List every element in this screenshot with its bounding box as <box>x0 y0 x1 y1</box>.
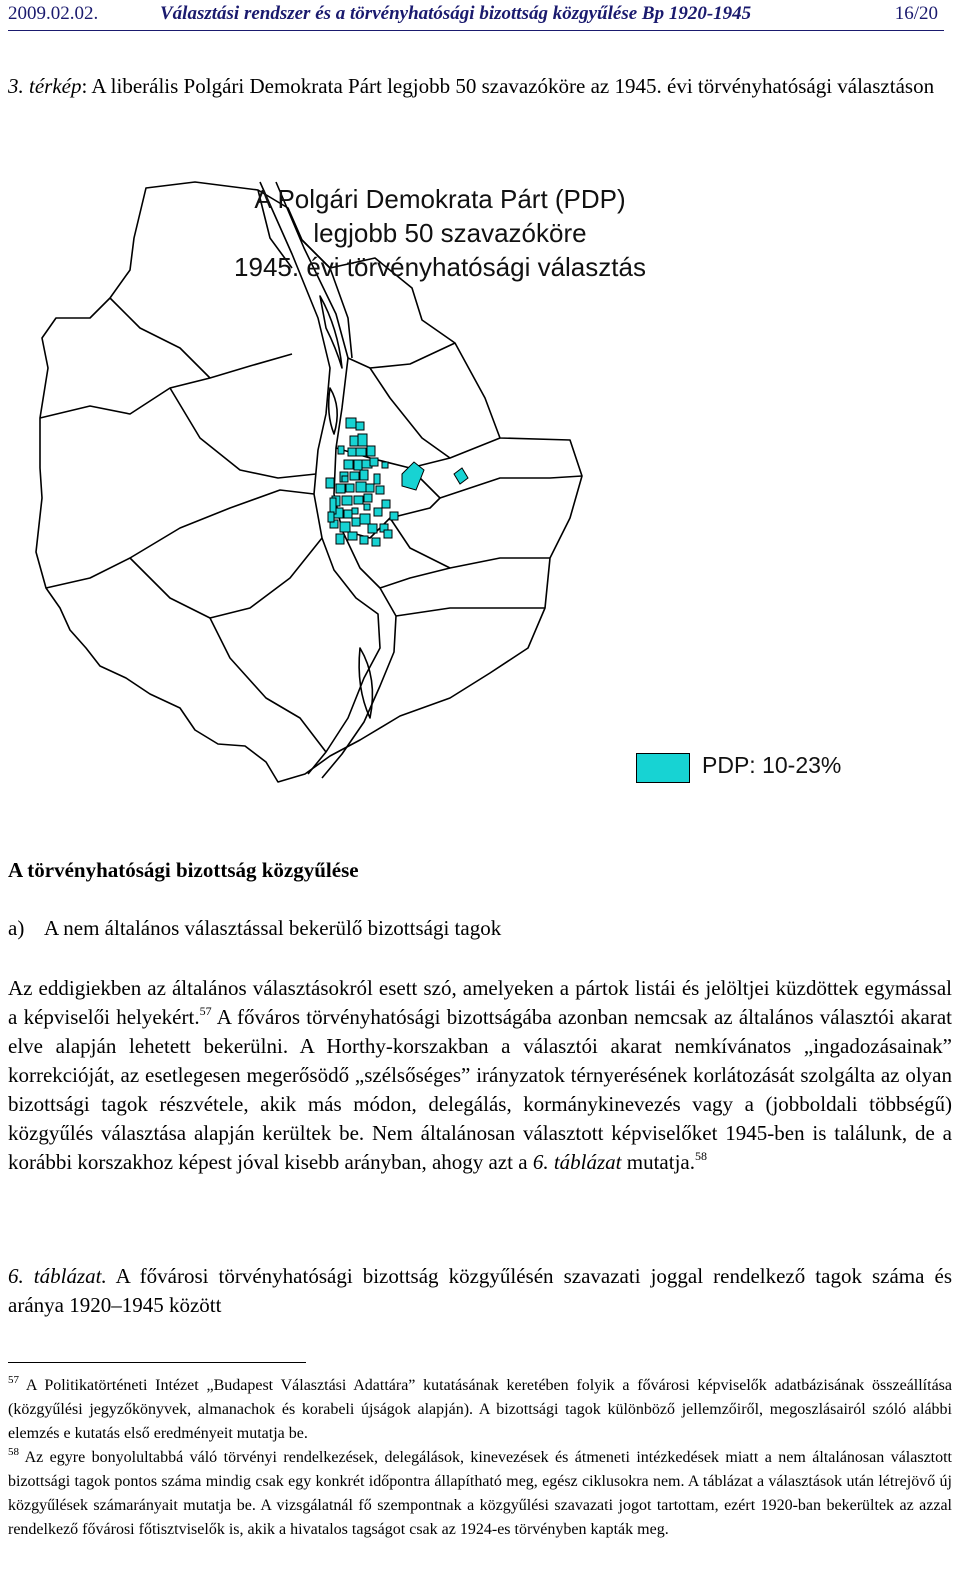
pdp-precinct-group <box>326 418 468 546</box>
footnote-rule <box>8 1362 306 1363</box>
footnote-text-58: Az egyre bonyolultabbá váló törvényi rendelkezések, delegálások, kinevezések és átmeneti intézkedések miatt a nem általánosan választott bizottsági tagok pontos száma mindig csak egy konkrét időpontra állapítható meg, egész ciklusokra nem. A táblázat a választások után létrejövő új közgyűlések számarányait mutatja be. A vizsgálatnál fő szempontnak a közgyűlési szavazati jogot tartottam, ezért 1920-ban bekerültek az azzal rendelkező fővárosi főtisztviselők is, akik a hivatalos tagságot csak az 1924-es törvényben kapták meg. <box>8 1449 952 1538</box>
table-reference: 6. táblázat <box>532 1150 622 1174</box>
subsection-text: A nem általános választással bekerülő bizottsági tagok <box>44 916 502 940</box>
pdp-precinct <box>374 474 380 484</box>
pdp-precinct <box>328 512 334 522</box>
map-title-line-1: A Polgári Demokrata Párt (PDP) <box>254 184 626 214</box>
pdp-precinct <box>344 460 353 469</box>
pdp-precinct <box>346 418 356 428</box>
district-line <box>170 388 316 478</box>
pdp-precinct <box>390 512 398 520</box>
subsection-heading <box>8 916 501 941</box>
pdp-precinct <box>348 448 356 456</box>
header-title: Választási rendszer és a törvényhatósági bizottság közgyűlése Bp 1920-1945 <box>160 3 752 24</box>
pdp-precinct <box>364 494 372 502</box>
pdp-precinct <box>348 532 357 540</box>
map-caption-label: 3. térkép <box>8 74 82 98</box>
map-title-line-2: legjobb 50 szavazóköre <box>313 218 587 248</box>
map-title-line-3: 1945. évi törvényhatósági választás <box>234 252 646 282</box>
footnote-ref-58[interactable]: 58 <box>695 1149 707 1163</box>
pdp-precinct <box>374 508 382 516</box>
pdp-precinct <box>354 496 363 504</box>
district-line <box>210 618 326 752</box>
pdp-precinct <box>346 484 354 492</box>
legend-swatch <box>636 753 690 783</box>
island-margaret <box>329 388 338 434</box>
header-page-number: 16/20 <box>894 3 938 24</box>
pdp-precinct <box>454 468 468 484</box>
pdp-precinct <box>344 510 352 518</box>
pdp-precinct <box>382 462 388 468</box>
pdp-precinct <box>354 460 362 470</box>
pdp-precinct <box>364 504 370 510</box>
pdp-precinct <box>360 514 370 524</box>
district-line <box>380 568 450 588</box>
header-rule <box>8 30 944 31</box>
body-text-2: A főváros törvényhatósági bizottságába azonban nemcsak az általános választói akarat elve alapján lehetett bekerülni. A Horthy-korszakban a választói akarat nemkívánatos „ingadozásainak” korrekcióját, az esetlegesen megerősödő „szélsőséges” irányzatok térnyerésének korlátozását szolgálta az olyan bizottsági tagok részvétele, akik más módon, delegálás, kormánykinevezés vagy a (jobboldali többségű) közgyűlés választása alapján kerültek be. Nem általánosan választott képviselőket 1945-ben is találunk, de a korábbi korszakhoz képest jóval kisebb arányban, ahogy azt a <box>8 1005 953 1174</box>
body-paragraph <box>8 974 952 1177</box>
footnote-ref-57[interactable]: 57 <box>199 1004 212 1018</box>
pdp-precinct <box>338 446 344 454</box>
island-north <box>320 296 342 368</box>
section-heading: A törvényhatósági bizottság közgyűlése <box>8 858 359 882</box>
map-caption <box>8 72 952 100</box>
district-line <box>410 468 582 498</box>
pdp-precinct <box>368 524 377 533</box>
district-line <box>110 298 210 378</box>
pdp-precinct <box>356 422 364 430</box>
footnote-number-58: 58 <box>8 1446 19 1458</box>
footnote-57 <box>8 1374 952 1446</box>
pdp-precinct <box>372 538 380 546</box>
pdp-precinct <box>360 536 368 544</box>
pdp-precinct <box>360 470 368 480</box>
district-line <box>40 354 292 418</box>
map-caption-text: : A liberális Polgári Demokrata Párt legjobb 50 szavazóköre az 1945. évi törvényhatósági választáson <box>81 74 935 98</box>
footnote-number-57: 57 <box>8 1374 19 1386</box>
pdp-precinct <box>352 508 358 514</box>
pdp-precinct <box>350 436 358 446</box>
pdp-precinct <box>356 448 366 456</box>
district-line <box>130 538 322 618</box>
body-text-1: Az eddigiekben az általános választásokról esett szó, amelyeken a pártok listái és jelöltjei küzdöttek egymással a képviselői helyekért. <box>8 976 952 1029</box>
pdp-precinct <box>352 518 360 526</box>
pdp-precinct <box>376 486 384 494</box>
pdp-precinct <box>350 472 359 480</box>
district-line <box>396 608 545 616</box>
footnote-text-57: A Politikatörténeti Intézet „Budapest Választási Adattára” kutatásának keretében folyik a fővárosi képviselők adatbázisának összeállítása (közgyűlési jegyzőkönyvek, almanachok és korabeli újságok alapján). A bizottsági tagok különböző jellemzőiről, megoszlásairól szóló alábbi elemzés e kutatás első eredményeit mutatja be. <box>8 1377 952 1442</box>
pdp-precinct <box>358 434 367 446</box>
table-caption-text: A fővárosi törvényhatósági bizottság közgyűlésén szavazati joggal rendelkező tagok száma és aránya 1920–1945 között <box>8 1264 952 1317</box>
district-line <box>370 368 500 458</box>
pdp-precinct <box>342 496 352 505</box>
pdp-precinct <box>367 446 375 456</box>
pdp-precinct <box>336 534 344 544</box>
pdp-precinct <box>342 476 348 482</box>
table-label: 6. táblázat. <box>8 1264 107 1288</box>
district-line <box>348 343 455 368</box>
budapest-district-map <box>30 178 646 788</box>
pdp-precinct <box>336 484 345 493</box>
pdp-precinct <box>382 500 390 508</box>
footnote-58 <box>8 1446 952 1542</box>
pdp-precinct <box>384 530 392 538</box>
pdp-precinct <box>326 478 334 488</box>
pdp-precinct <box>366 484 374 492</box>
pdp-precinct <box>356 482 366 492</box>
district-line <box>390 518 550 568</box>
district-line <box>46 490 314 588</box>
legend-label: PDP: 10-23% <box>702 752 842 778</box>
pdp-precinct <box>340 522 350 532</box>
header-date: 2009.02.02. <box>8 3 99 24</box>
subsection-prefix: a) <box>8 916 25 940</box>
body-text-3: mutatja. <box>621 1150 695 1174</box>
pdp-precinct <box>370 458 378 466</box>
table-caption <box>8 1262 952 1320</box>
